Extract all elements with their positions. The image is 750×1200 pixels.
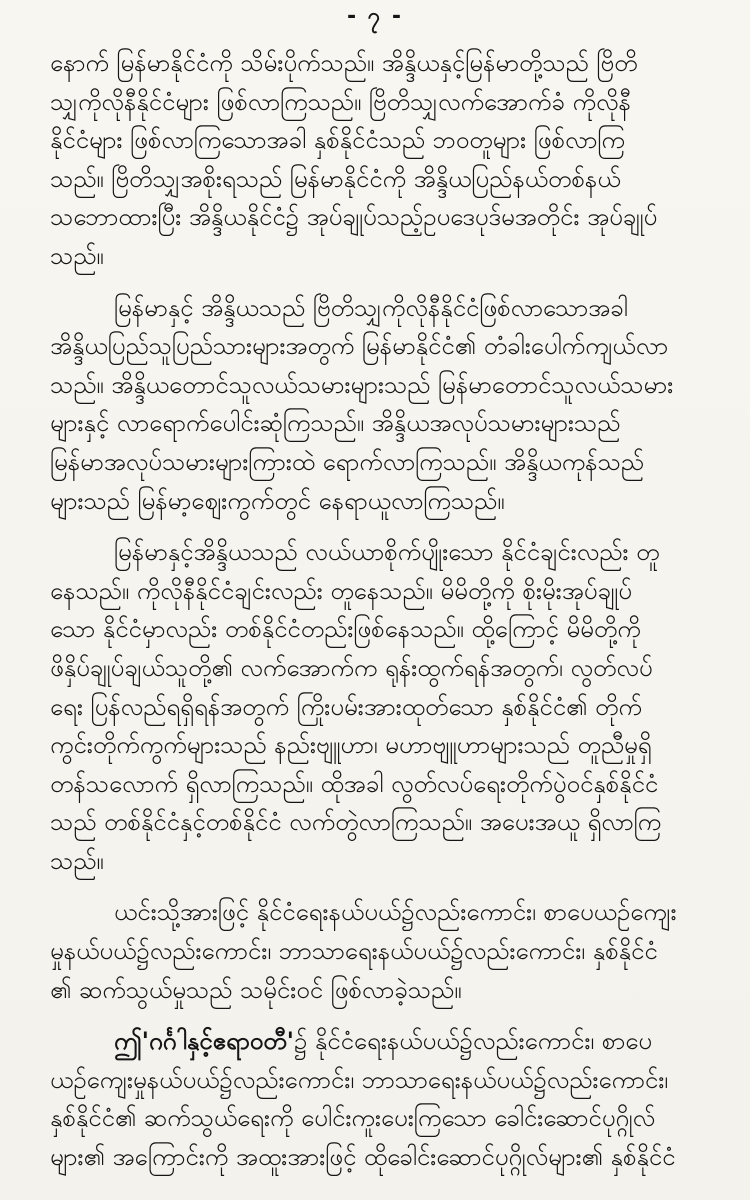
paragraph-2: [50, 289, 710, 521]
text-line: သော နိုင်ငံမှာလည်း တစ်နိုင်ငံတည်းဖြစ်နေသည်။ ထို့ကြောင့် မိမိတို့ကို: [50, 615, 641, 644]
text-line: နောက် မြန်မာနိုင်ငံကို သိမ်းပိုက်သည်။ အိန္ဒိယနှင့်မြန်မာတို့သည် ဗြိတိ: [50, 49, 638, 77]
text-line: သည်။ ဗြိတိသျှအစိုးရသည် မြန်မာနိုင်ငံကို အိန္ဒိယပြည်နယ်တစ်နယ်: [50, 164, 621, 193]
text-line: များသည် မြန်မာ့ဈေးကွက်တွင် နေရာယူလာကြသည်။: [50, 486, 505, 515]
text-line: ဖိနှိပ်ချုပ်ချယ်သူတို့၏ လက်အောက်က ရုန်းထွက်ရန်အတွက်၊ လွတ်လပ်: [50, 653, 653, 682]
text-line: [50, 1022, 710, 1061]
text-line: သည်။: [50, 241, 104, 270]
text-line: ယဉ်ကျေးမှုနယ်ပယ်၌လည်းကောင်း၊ ဘာသာရေးနယ်ပယ်၌လည်းကောင်း၊: [50, 1065, 669, 1094]
text-line: သည်။ အိန္ဒိယတောင်သူလယ်သမားများသည် မြန်မာတောင်သူလယ်သမား: [50, 370, 674, 399]
text-segment: ၌ နိုင်ငံရေးနယ်ပယ်၌လည်းကောင်း၊ စာပေ: [293, 1027, 652, 1056]
text-line: နေသည်။ ကိုလိုနီနိုင်ငံချင်းလည်း တူနေသည်။ မိမိတို့ကို စိုးမိုးအုပ်ချုပ်: [50, 576, 632, 605]
text-line: ကွင်းတိုက်ကွက်များသည် နည်းဗျူဟာ၊ မဟာဗျူဟာများသည် တူညီမှုရှိ: [50, 731, 652, 760]
text-line: အိန္ဒိယပြည်သူပြည်သားများအတွက် မြန်မာနိုင်ငံ၏ တံခါးပေါက်ကျယ်လာ: [50, 332, 669, 361]
text-line: နိုင်ငံများ ဖြစ်လာကြသောအခါ နှစ်နိုင်ငံသည် ဘဝတူများ ဖြစ်လာကြ: [50, 126, 625, 155]
text-line: မှုနယ်ပယ်၌လည်းကောင်း၊ ဘာသာရေးနယ်ပယ်၌လည်းကောင်း၊ နှစ်နိုင်ငံ: [50, 937, 658, 966]
body-text: [50, 44, 710, 1190]
paragraph-3: [50, 533, 710, 880]
text-line: တန်သလောက် ရှိလာကြသည်။ ထိုအခါ လွတ်လပ်ရေးတိုက်ပွဲဝင်နှစ်နိုင်ငံ: [50, 769, 659, 798]
text-line: မြန်မာနှင့် အိန္ဒိယသည် ဗြိတိသျှကိုလိုနီနိုင်ငံဖြစ်လာသောအခါ: [114, 293, 628, 322]
text-line: မြန်မာအလုပ်သမားများကြားထဲ ရောက်လာကြသည်။ အိန္ဒိယကုန်သည်: [50, 447, 644, 476]
text-line: သဘောထားပြီး အိန္ဒိယနိုင်ငံ၌ အုပ်ချုပ်သည့်ဥပဒေပုဒ်မအတိုင်း အုပ်ချုပ်: [50, 203, 658, 232]
text-line: သျှကိုလိုနီနိုင်ငံများ ဖြစ်လာကြသည်။ ဗြိတိသျှလက်အောက်ခံ ကိုလိုနီ: [50, 87, 631, 116]
text-line: သည် တစ်နိုင်ငံနှင့်တစ်နိုင်ငံ လက်တွဲလာကြသည်။ အပေးအယူ ရှိလာကြ: [50, 808, 662, 837]
paragraph-4: [50, 893, 710, 1009]
text-line: ၏ ဆက်သွယ်မှုသည် သမိုင်းဝင် ဖြစ်လာခဲ့သည်။: [50, 975, 462, 1004]
paragraph-1: [50, 44, 710, 276]
text-line: များ၏ အကြောင်းကို အထူးအားဖြင့် ထိုခေါင်းဆောင်ပုဂ္ဂိုလ်များ၏ နှစ်နိုင်ငံ: [50, 1143, 676, 1172]
text-line: သည်။: [50, 846, 104, 875]
page-number: - ၇ -: [347, 4, 403, 29]
text-line: ယင်းသို့အားဖြင့် နိုင်ငံရေးနယ်ပယ်၌လည်းကောင်း၊ စာပေယဉ်ကျေး: [114, 898, 677, 927]
text-line: ရေး ပြန်လည်ရရှိရန်အတွက် ကြိုးပမ်းအားထုတ်သော နှစ်နိုင်ငံ၏ တိုက်: [50, 692, 642, 721]
text-line: နှစ်နိုင်ငံ၏ ဆက်သွယ်ရေးကို ပေါင်းကူးပေးကြသော ခေါင်းဆောင်ပုဂ္ဂိုလ်: [50, 1104, 656, 1133]
text-line: မြန်မာနှင့်အိန္ဒိယသည် လယ်ယာစိုက်ပျိုးသော နိုင်ငံချင်းလည်း တူ: [114, 538, 660, 567]
text-line: များနှင့် လာရောက်ပေါင်းဆုံကြသည်။ အိန္ဒိယအလုပ်သမားများသည်: [50, 409, 621, 438]
book-title: ဤ'ဂင်္ဂါနှင့်ဧရာဝတီ': [114, 1027, 294, 1056]
paragraph-5: [50, 1022, 710, 1176]
